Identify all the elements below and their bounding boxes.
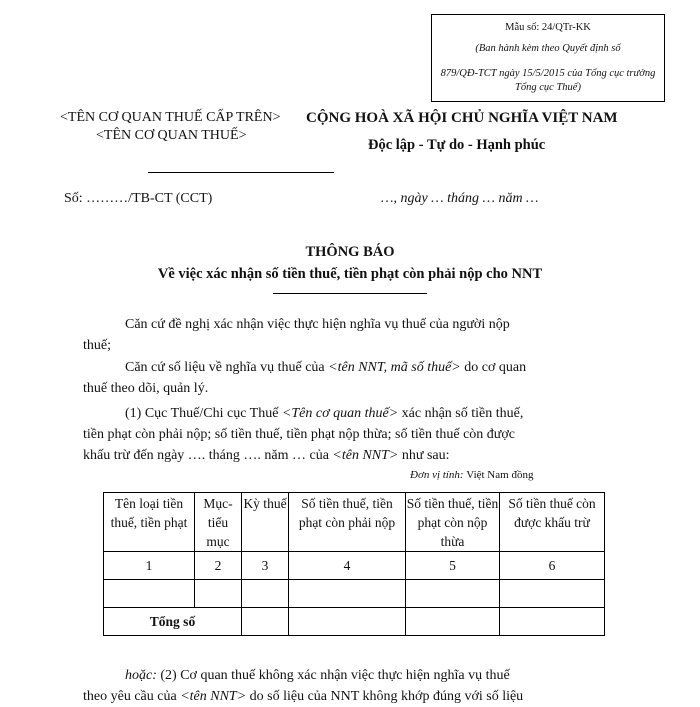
table-cell [406, 580, 500, 608]
form-issuance-note-line1: (Ban hành kèm theo Quyết định số [475, 43, 621, 54]
table-header-cell: Số tiền thuế còn được khấu trừ [500, 493, 605, 552]
table-cell: 5 [406, 552, 500, 580]
table-cell [242, 580, 289, 608]
placeholder-agency: <Tên cơ quan thuế> [281, 406, 399, 421]
text-run: (1) Cục Thuế/Chi cục Thuế [125, 406, 282, 421]
table-cell: 2 [195, 552, 242, 580]
table-index-row [104, 552, 605, 580]
document-subtitle: Về việc xác nhận số tiền thuế, tiền phạt còn phải nộp cho NNT [157, 266, 543, 282]
paragraph-line [83, 357, 555, 378]
paragraph-line: thuế; [83, 338, 111, 353]
placeholder-taxpayer: <tên NNT> [332, 448, 399, 463]
agency-underline [148, 172, 334, 173]
total-label: Tổng số [104, 608, 242, 636]
table-cell [242, 608, 289, 636]
table-cell [500, 580, 605, 608]
national-motto: Độc lập - Tự do - Hạnh phúc [368, 137, 546, 153]
text-run: như sau: [398, 448, 450, 463]
table-header-cell: Số tiền thuế, tiền phạt còn nộp thừa [406, 493, 500, 552]
paragraph-line: tiền phạt còn phải nộp; số tiền thuế, tiền phạt nộp thừa; số tiền thuế còn được [83, 427, 515, 442]
paragraph-confirmation [83, 403, 555, 466]
placeholder-taxpayer: <tên NNT> [180, 689, 247, 704]
table-row [104, 580, 605, 608]
paragraph-line [83, 445, 555, 466]
paragraph-line [83, 403, 555, 424]
paragraph-line [83, 665, 555, 686]
table-cell: 1 [104, 552, 195, 580]
text-run: Căn cứ số liệu về nghĩa vụ thuế của [125, 360, 329, 375]
unit-of-measure [410, 469, 533, 481]
parent-agency-name: <TÊN CƠ QUAN THUẾ CẤP TRÊN> [60, 110, 281, 125]
form-issuance-note-line2: 879/QĐ-TCT ngày 15/5/2015 của Tổng cục trưởng Tổng cục Thuế) [440, 68, 656, 93]
table-cell: 3 [242, 552, 289, 580]
table-header-row [104, 493, 605, 552]
table-cell: 4 [289, 552, 406, 580]
agency-name: <TÊN CƠ QUAN THUẾ> [96, 128, 247, 143]
table-header-cell: Mục-tiểu mục [195, 493, 242, 552]
nation-heading: CỘNG HOÀ XÃ HỘI CHỦ NGHĨA VIỆT NAM [306, 110, 618, 126]
table-cell [289, 608, 406, 636]
form-code: Mẫu số: 24/QTr-KK [505, 22, 591, 33]
document-date: …, ngày … tháng … năm … [381, 191, 539, 206]
paragraph-non-confirmation [83, 665, 555, 707]
table-cell: 6 [500, 552, 605, 580]
title-underline [273, 293, 427, 294]
paragraph-basis-data [83, 357, 555, 399]
placeholder-taxpayer: <tên NNT, mã số thuế> [328, 360, 461, 375]
text-run: (2) Cơ quan thuế không xác nhận việc thực hiện nghĩa vụ thuế [156, 668, 510, 683]
text-run: do cơ quan [460, 360, 527, 375]
table-cell [289, 580, 406, 608]
unit-label: Đơn vị tính: [410, 469, 467, 481]
document-number: Số: ………/TB-CT (CCT) [64, 191, 213, 206]
table-cell [406, 608, 500, 636]
tax-amount-table [103, 492, 605, 636]
text-run: khấu trừ đến ngày …. tháng …. năm … của [83, 448, 333, 463]
text-run: xác nhận số tiền thuế, [398, 406, 524, 421]
text-run: do số liệu của NNT không khớp đúng với số liệu [246, 689, 524, 704]
paragraph-basis-request [83, 314, 555, 356]
paragraph-line: thuế theo dõi, quản lý. [83, 381, 209, 396]
form-code-box [431, 14, 665, 102]
paragraph-line [83, 686, 555, 707]
table-cell [195, 580, 242, 608]
unit-value: Việt Nam đồng [466, 469, 534, 481]
table-cell [104, 580, 195, 608]
document-title: THÔNG BÁO [305, 244, 395, 260]
table-cell [500, 608, 605, 636]
table-header-cell: Kỳ thuế [242, 493, 289, 552]
text-run: theo yêu cầu của [83, 689, 181, 704]
table-total-row [104, 608, 605, 636]
alternative-marker: hoặc: [125, 668, 157, 683]
table-header-cell: Số tiền thuế, tiền phạt còn phải nộp [289, 493, 406, 552]
paragraph-line: Căn cứ đề nghị xác nhận việc thực hiện nghĩa vụ thuế của người nộp [125, 317, 510, 332]
table-header-cell: Tên loại tiền thuế, tiền phạt [104, 493, 195, 552]
